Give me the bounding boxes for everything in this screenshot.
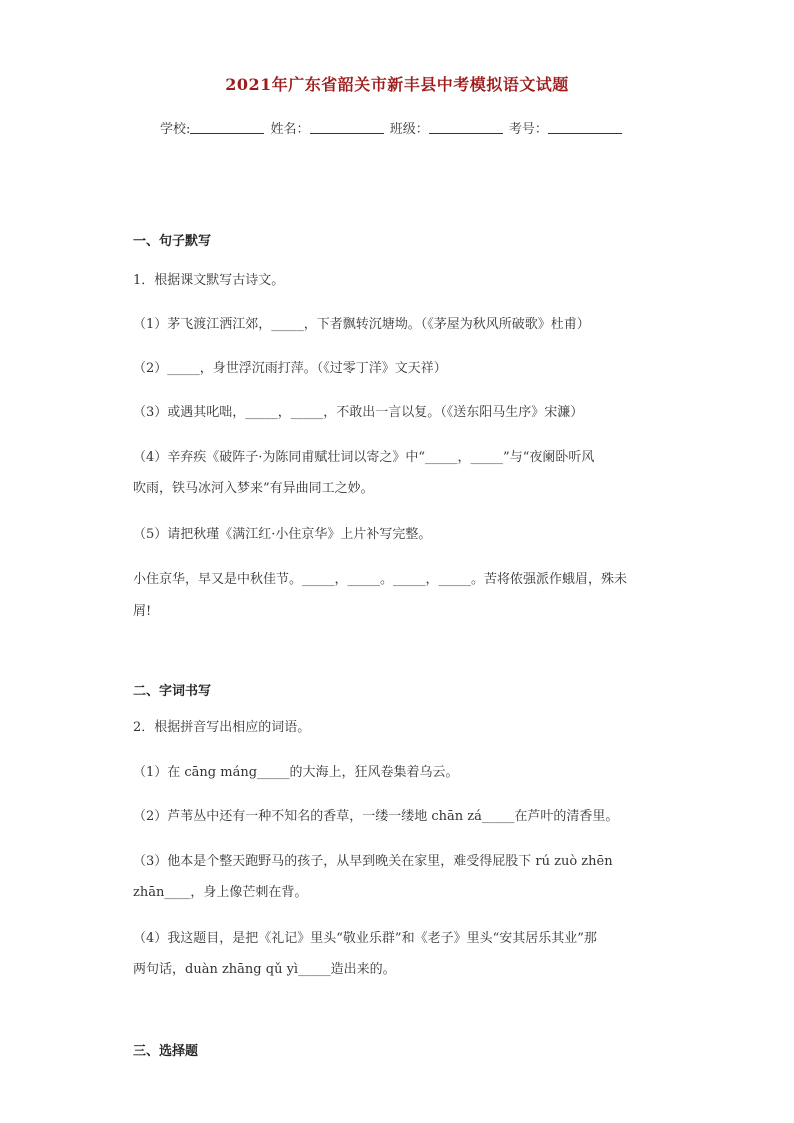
school-label: 学校: xyxy=(160,122,191,137)
section-heading-dictation: 一、句子默写 xyxy=(133,234,212,249)
question-item: （4）我这题目，是把《礼记》里头“敬业乐群”和《老子》里头“安其居乐其业”那 xyxy=(133,931,597,946)
name-label: 姓名： xyxy=(270,122,310,137)
poem-text: 小住京华，早又是中秋佳节。_____，_____。_____，_____。苦将侬强派作蛾眉，殊未 xyxy=(133,572,628,587)
section-heading-word-writing: 二、字词书写 xyxy=(133,684,212,699)
exam-number-blank[interactable] xyxy=(548,121,622,134)
question-item: （3）或遇其叱咄，_____，_____，不敢出一言以复。（《送东阳马生序》宋濂） xyxy=(133,405,584,420)
class-label: 班级： xyxy=(389,122,429,137)
poem-text-continued: 屑! xyxy=(133,604,152,619)
question-item-continued: 吹雨，铁马冰河入梦来”有异曲同工之妙。 xyxy=(133,481,374,496)
student-info-line xyxy=(160,118,624,137)
question-stem: 1．根据课文默写古诗文。 xyxy=(133,273,285,288)
question-item: （1）在 cāng máng_____的大海上，狂风卷集着乌云。 xyxy=(133,765,459,780)
question-item: （2）_____，身世浮沉雨打萍。（《过零丁洋》文天祥） xyxy=(133,361,447,376)
name-blank[interactable] xyxy=(310,121,384,134)
question-item: （3）他本是个整天跑野马的孩子，从早到晚关在家里，难受得屁股下 rú zuò zhēn xyxy=(133,854,613,869)
question-item: （1）茅飞渡江洒江郊，_____，下者飘转沉塘坳。（《茅屋为秋风所破歌》杜甫） xyxy=(133,317,590,332)
page-title: 2021年广东省韶关市新丰县中考模拟语文试题 xyxy=(225,75,569,94)
school-blank[interactable] xyxy=(190,121,264,134)
section-heading-multiple-choice: 三、选择题 xyxy=(133,1044,199,1059)
exam-number-label: 考号： xyxy=(508,122,548,137)
question-item: （2）芦苇丛中还有一种不知名的香草，一缕一缕地 chān zá_____在芦叶的清香里。 xyxy=(133,809,619,824)
class-blank[interactable] xyxy=(429,121,503,134)
question-item-continued: zhān____，身上像芒刺在背。 xyxy=(133,885,308,900)
question-item-continued: 两句话，duàn zhāng qǔ yì_____造出来的。 xyxy=(133,962,396,977)
question-stem: 2．根据拼音写出相应的词语。 xyxy=(133,720,311,735)
question-item: （5）请把秋瑾《满江红·小住京华》上片补写完整。 xyxy=(133,527,432,542)
question-item: （4）辛弃疾《破阵子·为陈同甫赋壮词以寄之》中“_____，_____”与“夜阑卧听风 xyxy=(133,450,595,465)
